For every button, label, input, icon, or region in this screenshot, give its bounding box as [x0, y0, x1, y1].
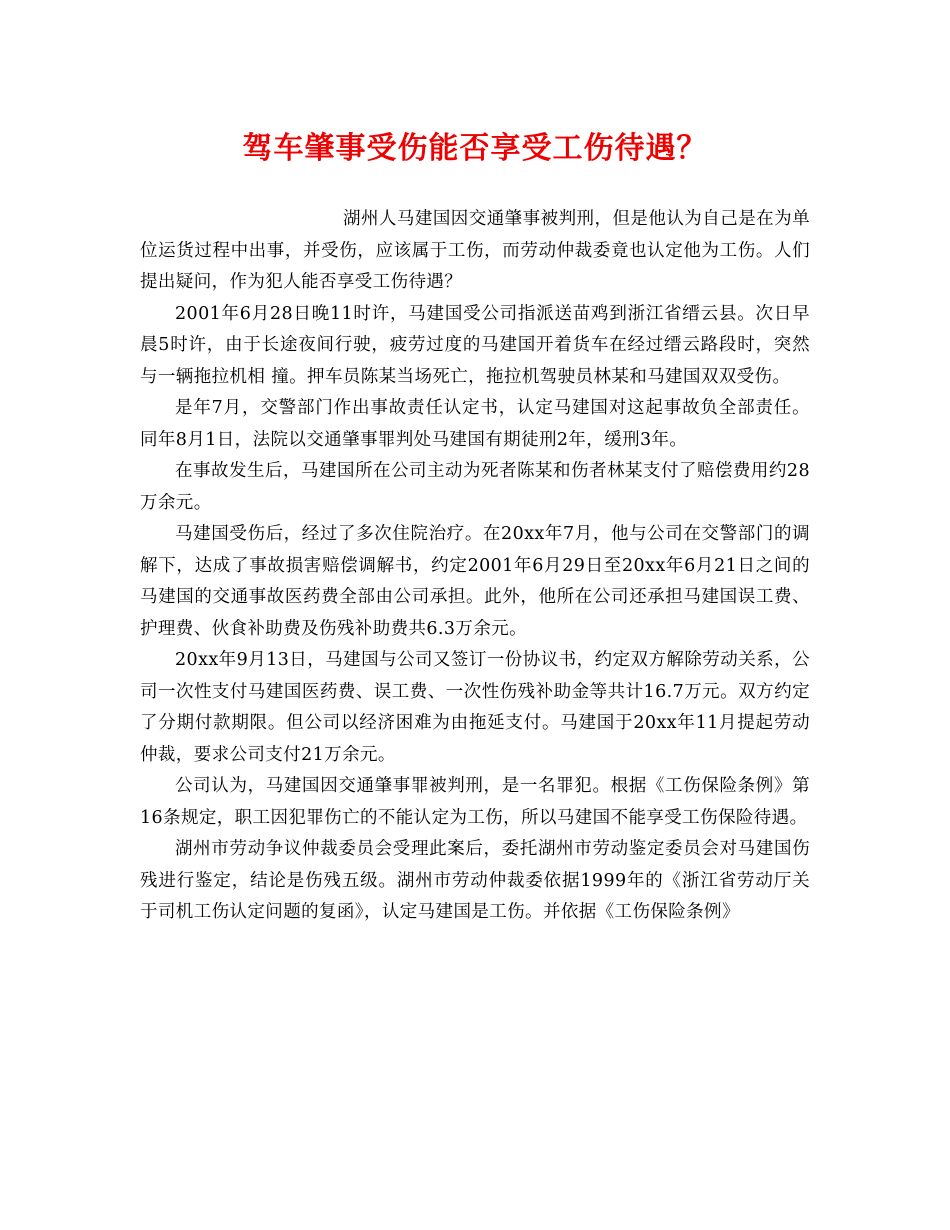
paragraph-agreement: 20xx年9月13日，马建国与公司又签订一份协议书，约定双方解除劳动关系，公司一次性支付马建国医药费、误工费、一次性伤残补助金等共计16.7万元。双方约定了分期付款期限。但公司以经济困难为由拖延支付。马建国于20xx年11月提起劳动仲裁，要求公司支付21万余元。 [140, 650, 810, 765]
paragraph-arbitration: 湖州市劳动争议仲裁委员会受理此案后，委托湖州市劳动鉴定委员会对马建国伤残进行鉴定，结论是伤残五级。湖州市劳动仲裁委依据1999年的《浙江省劳动厅关于司机工伤认定问题的复函》，认定马建国是工伤。并依据《工伤保险条例》 [140, 839, 810, 922]
paragraph-company-view: 公司认为，马建国因交通肇事罪被判刑，是一名罪犯。根据《工伤保险条例》第16条规定，职工因犯罪伤亡的不能认定为工伤，所以马建国不能享受工伤保险待遇。 [140, 776, 810, 828]
paragraph-liability: 是年7月，交警部门作出事故责任认定书，认定马建国对这起事故负全部责任。同年8月1日，法院以交通肇事罪判处马建国有期徒刑2年，缓刑3年。 [140, 398, 810, 450]
paragraph-intro: 湖州人马建国因交通肇事被判刑，但是他认为自己是在为单位运货过程中出事，并受伤，应该属于工伤，而劳动仲裁委竟也认定他为工伤。人们提出疑问，作为犯人能否享受工伤待遇？ [140, 209, 810, 292]
paragraph-compensation: 在事故发生后，马建国所在公司主动为死者陈某和伤者林某支付了赔偿费用约28万余元。 [140, 461, 810, 513]
document-title: 驾车肇事受伤能否享受工伤待遇？ [242, 131, 708, 166]
paragraph-accident: 2001年6月28日晚11时许，马建国受公司指派送苗鸡到浙江省缙云县。次日早晨5时许，由于长途夜间行驶，疲劳过度的马建国开着货车在经过缙云路段时，突然与一辆拖拉机相 撞。押车员陈某当场死亡，拖拉机驾驶员林某和马建国双双受伤。 [140, 303, 810, 387]
paragraph-treatment: 马建国受伤后，经过了多次住院治疗。在20xx年7月，他与公司在交警部门的调解下，达成了事故损害赔偿调解书，约定2001年6月29日至20xx年6月21日之间的马建国的交通事故医药费全部由公司承担。此外，他所在公司还承担马建国误工费、护理费、伙食补助费及伤残补助费共6.3万余元。 [140, 524, 810, 639]
document-body [140, 204, 810, 929]
